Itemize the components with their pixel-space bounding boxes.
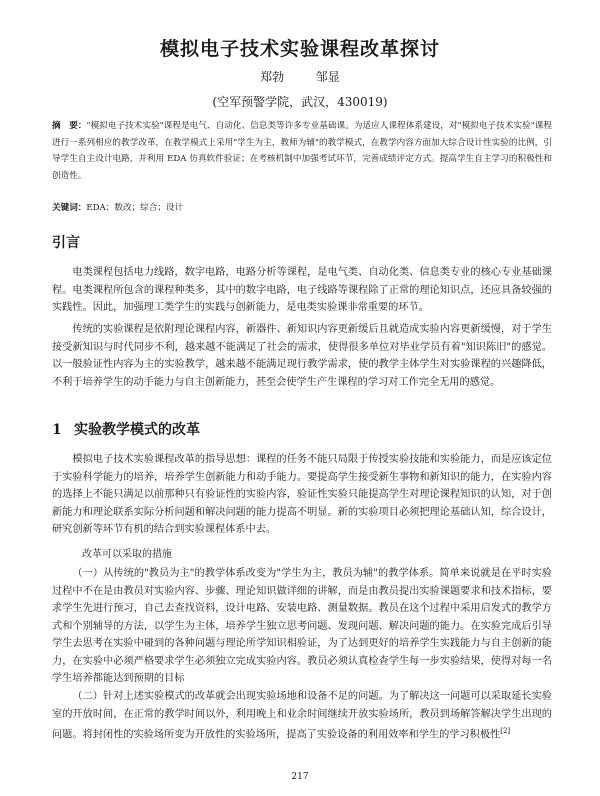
citation-marker: [2]: [500, 727, 511, 735]
section-1-paragraph-1: 模拟电子技术实验课程改革的指导思想：课程的任务不能只局限于传授实验技能和实验能力，而是应该定位于实验科学能力的培养，培养学生创新能力和动手能力。要提高学生接受新生事物和新知识的能力，在实验内容的选择上不能只满足以前那种只有验证性的实验内容，验证性实验只能提高学生对理论课程知识的认知，对于创新能力和理论联系实际分析问题和解决问题的能力提高不明显。新的实验项目必须把理论基础认知，综合设计，研究创新等环节有机的结合到实验课程体系中去。: [52, 454, 552, 535]
intro-heading: 引言: [52, 235, 80, 251]
section-1-paragraph-3: [52, 688, 552, 744]
section-1-paragraph-2: （一）从传统的"教员为主"的教学体系改变为"学生为主，教员为辅"的教学体系。简单来说就是在平时实验过程中不在是由教员对实验内容、步骤、理论知识做详细的讲解，而是由教员提出实验课题要求和技术指标，要求学生先进行预习，自己去查找资料，设计电路、安装电路、测量数据。教员在这个过程中采用启发式的教学方式和个别辅导的方法，以学生为主体，培养学生独立思考问题、发现问题、解决问题的能力。在实验完成后引导学生去思考在实验中碰到的各种问题与理论所学知识相验证，为了达到更好的培养学生实践能力与自主创新的能力，在实验中必须严格要求学生必须独立完成实验内容。教员必须认真检查学生每一步实验结果，使得对每一名学生培养都能达到预期的目标: [52, 568, 552, 684]
paper-title: 模拟电子技术实验课程改革探讨: [159, 38, 440, 60]
section-number: 1: [52, 422, 62, 438]
abstract-block: [52, 118, 552, 184]
author-list: [0, 68, 600, 85]
author-affiliation: (空军预警学院，武汉，430019): [212, 95, 388, 109]
abstract-label: 摘 要：: [52, 121, 87, 131]
subsection-heading: 改革可以采取的措施: [82, 549, 172, 560]
abstract-text: "模拟电子技术实验"课程是电气、自动化、信息类等许多专业基础课。为适应人课程体系建设，对"模拟电子技术实验"课程进行一系列相应的教学改革，在教学模式上采用"学生为主，教师为辅"的教学模式，在教学内容方面加大综合设计性实验的比例，引导学生自主设计电路，并利用 EDA 仿真软件验证；在考核机制中加强考试环节，完善成绩评定方式。提高学生自主学习的积极性和创造性。: [52, 121, 552, 181]
keywords-text: EDA；数改；综合；设计: [86, 203, 184, 213]
intro-paragraph-2: 传统的实验课程是依附理论课程内容，新器件、新知识内容更新缓后且就造成实验内容更新缓慢，对于学生接受新知识与时代同步不利，越来越不能满足了社会的需求，使得很多单位对毕业学员有着"知识陈旧"的感觉。以一般验证性内容为主的实验教学，越来越不能满足现行教学需求，使的教学主体学生对实验课程的兴趣降低，不利于培养学生的动手能力与自主创新能力，甚至会使学生产生课程的学习对工作完全无用的感觉。: [52, 324, 552, 388]
section-title: 实验教学模式的改革: [74, 422, 200, 438]
keywords-label: 关键词：: [52, 203, 87, 213]
section-1-heading: [52, 419, 200, 439]
page-number: 217: [291, 772, 309, 782]
author-name: 郑勃: [260, 70, 285, 84]
paragraph-text: （二）针对上述实验模式的改革就会出现实验场地和设备不足的问题。为了解决这一问题可以采取延长实验室的开放时间，在正常的教学时间以外，利用晚上和业余时间继续开放实验场所，教员到场解答解决学生出现的问题。将封闭性的实验场所变为开放性的实验场所，提高了实验设备的利用效率和学生的学习积极性: [52, 691, 552, 741]
keywords-block: [52, 201, 552, 215]
intro-paragraph-1: 电类课程包括电力线路，数字电路，电路分析等课程，是电气类、自动化类、信息类专业的核心专业基础课程。电类课程所包含的课程种类多，其中的数字电路，电子线路等课程除了正常的理论知识点，还应具备较强的实践性。因此，加强理工类学生的实践与创新能力，是电类实验课非常重要的环节。: [52, 267, 552, 313]
author-name: 邹显: [315, 70, 340, 84]
